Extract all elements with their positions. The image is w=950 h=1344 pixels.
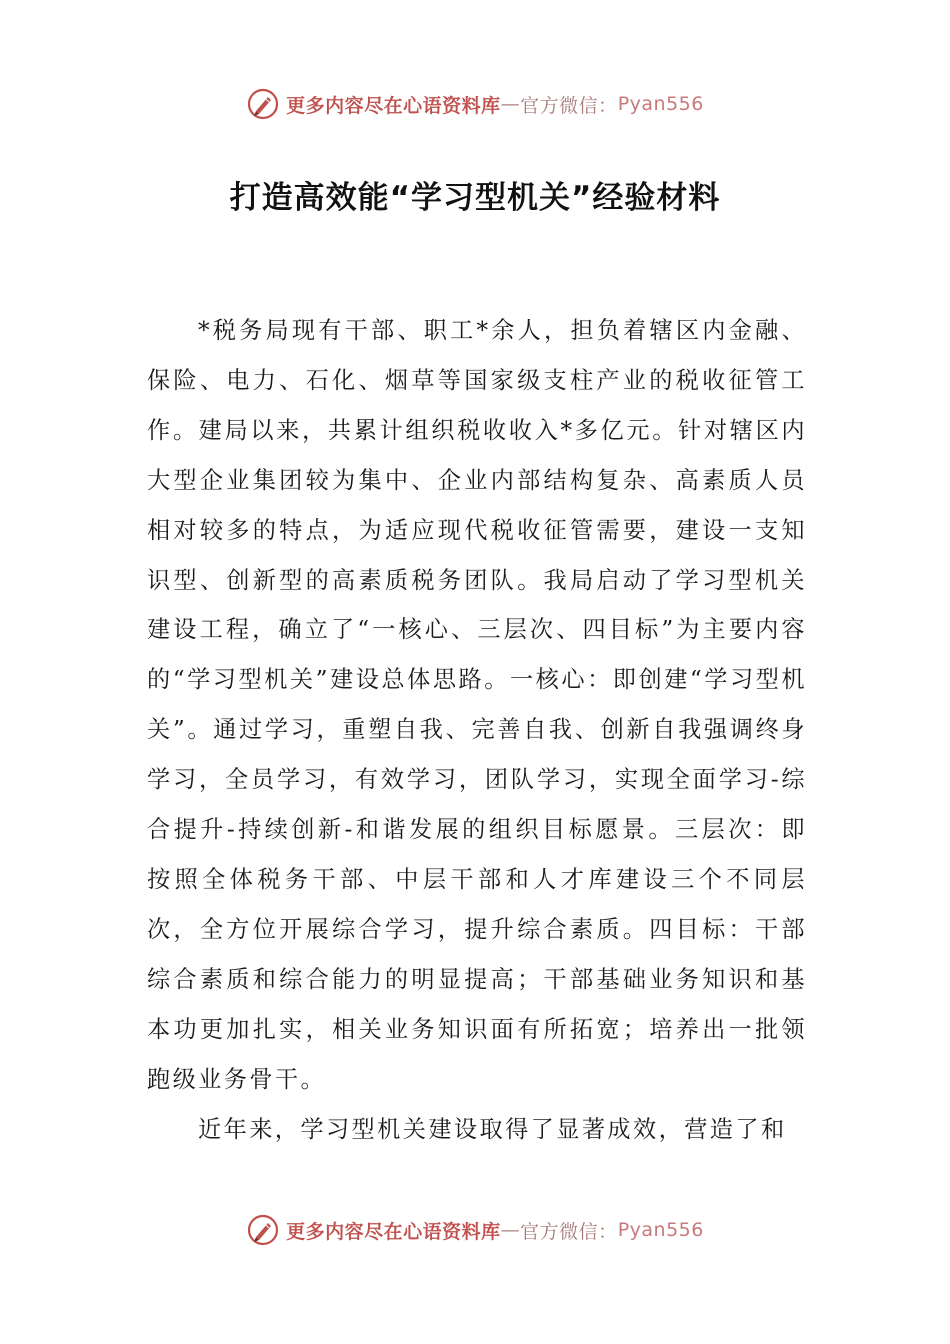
watermark-brand: 更多内容尽在心语资料库 — [286, 94, 501, 117]
paragraph-1: *税务局现有干部、职工*余人，担负着辖区内金融、保险、电力、石化、烟草等国家级支柱产业的税收征管工作。建局以来，共累计组织税收收入*多亿元。针对辖区内大型企业集团较为集中、企业内部结构复杂、高素质人员相对较多的特点，为适应现代税收征管需要，建设一支知识型、创新型的高素质税务团队。我局启动了学习型机关建设工程，确立了“一核心、三层次、四目标”为主要内容的“学习型机关”建设总体思路。一核心：即创建“学习型机关”。通过学习，重塑自我、完善自我、创新自我强调终身学习，全员学习，有效学习，团队学习，实现全面学习-综合提升-持续创新-和谐发展的组织目标愿景。三层次：即按照全体税务干部、中层干部和人才库建设三个不同层次，全方位开展综合学习，提升综合素质。四目标：干部综合素质和综合能力的明显提高；干部基础业务知识和基本功更加扎实，相关业务知识面有所拓宽；培养出一批领跑级业务骨干。 — [147, 317, 807, 1093]
watermark-wechat-id: Pyan556 — [617, 1219, 704, 1241]
footer-watermark — [0, 1210, 950, 1250]
document-title: 打造高效能“学习型机关”经验材料 — [229, 180, 721, 216]
watermark-separator: — — [500, 1219, 521, 1241]
pen-logo-icon — [246, 1213, 280, 1247]
document-body — [147, 306, 807, 1154]
watermark-official-label: 官方微信： — [520, 94, 618, 117]
header-watermark — [0, 84, 950, 124]
watermark-wechat-id: Pyan556 — [617, 93, 704, 115]
pen-logo-icon — [246, 87, 280, 121]
paragraph-2: 近年来，学习型机关建设取得了显著成效，营造了和 — [198, 1115, 787, 1143]
watermark-separator: — — [500, 93, 521, 115]
watermark-brand: 更多内容尽在心语资料库 — [286, 1220, 501, 1243]
watermark-official-label: 官方微信： — [520, 1220, 618, 1243]
